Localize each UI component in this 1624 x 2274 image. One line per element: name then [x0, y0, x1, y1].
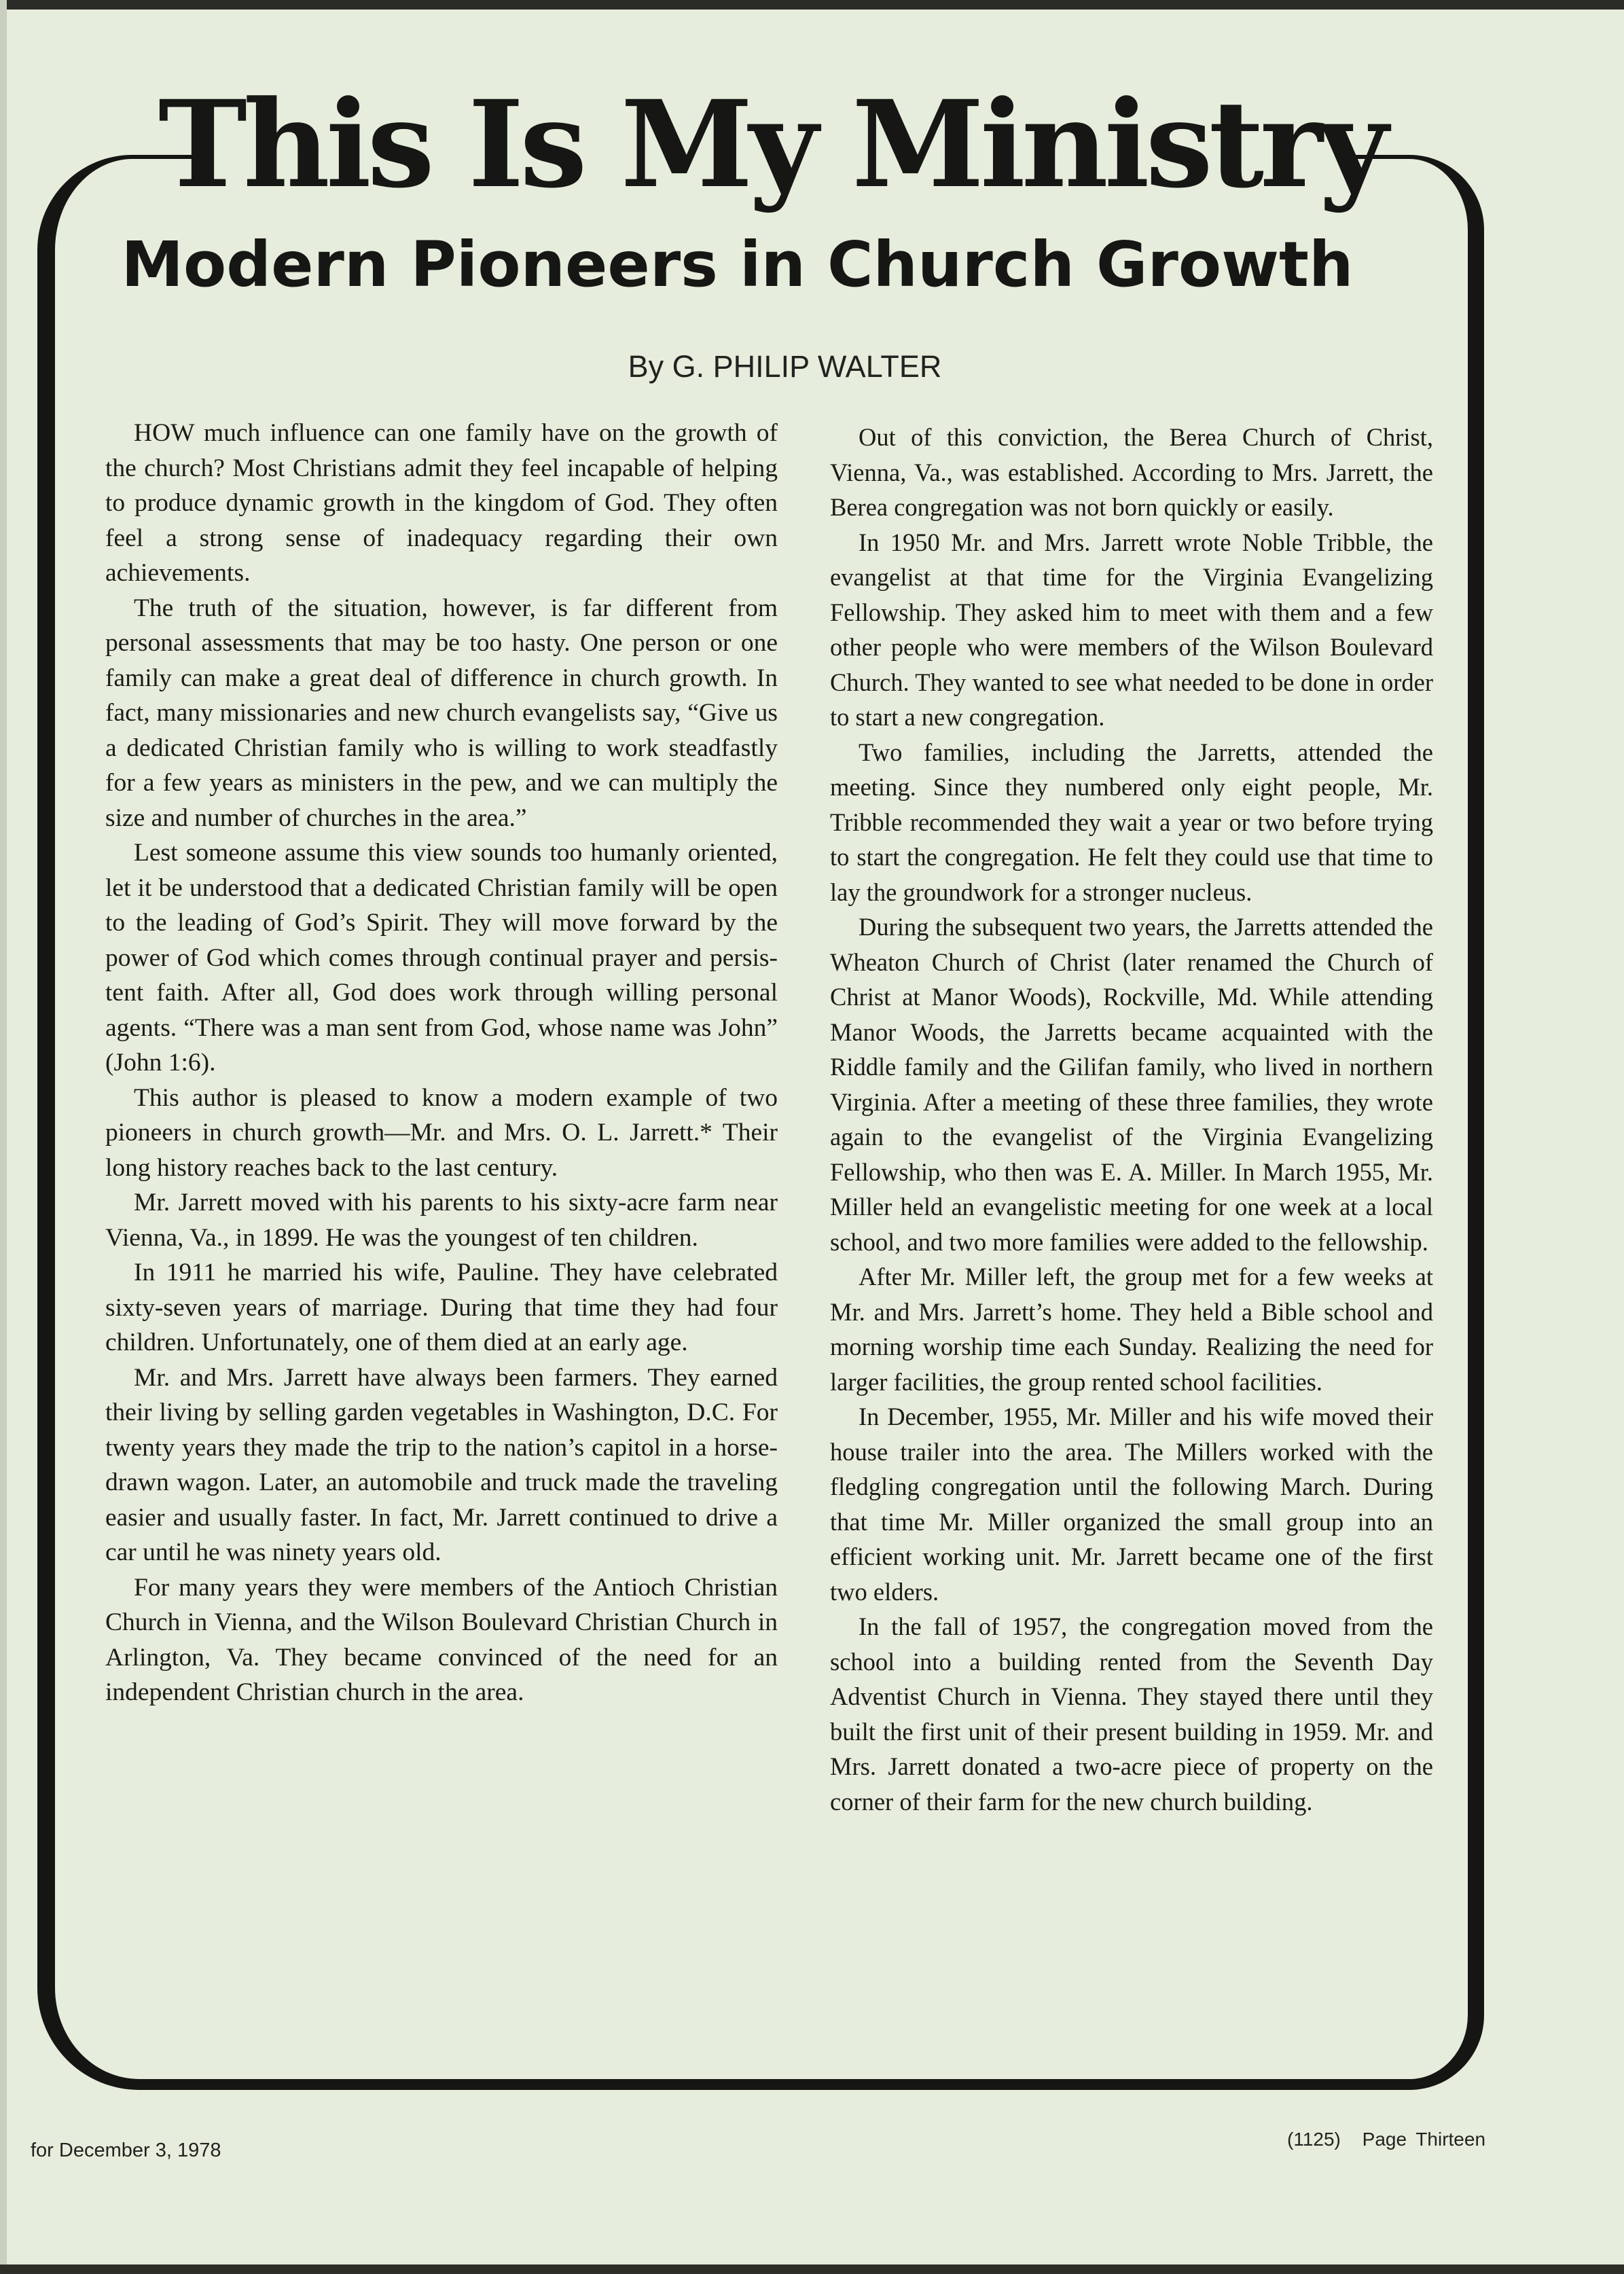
- paragraph: In the fall of 1957, the congregation moved from the school into a building rented from the Seventh Day Adventist Church in Vienna. They stayed there until they built the first unit of their present building in 1959. Mr. and Mrs. Jarrett donated a two-acre piece of property on the corner of their farm for the new church building.: [830, 1612, 1433, 1816]
- issue-number: (1125): [1287, 2129, 1341, 2150]
- paragraph: After Mr. Miller left, the group met for a few weeks at Mr. and Mrs. Jarrett’s home. They held a Bible school and morning worship time each Sunday. Realizing the need for larger facilities, the group rented school facilities.: [830, 1263, 1433, 1396]
- paragraph: HOW much influence can one family have on the growth of the church? Most Christians admit they feel incapable of helping to produce dynamic growth in the kingdom of God. They often feel a strong sense of inadequacy regarding their own achievements.: [105, 419, 778, 587]
- paragraph: Two families, including the Jarretts, attended the meeting. Since they numbered only eight people, Mr. Tribble recommended they wait a year or two before trying to start the congregation. He felt they could use that time to lay the groundwork for a stronger nucleus.: [830, 738, 1433, 906]
- paragraph: During the subsequent two years, the Jarretts attended the Wheaton Church of Christ (later renamed the Church of Christ at Manor Woods), Rockville, Md. While attending Manor Woods, the Jarretts became acquainted with the Riddle family and the Gilifan family, who lived in northern Virginia. After a meeting of these three families, they wrote again to the evangelist of the Virginia Evangelizing Fellowship, who then was E. A. Miller. In March 1955, Mr. Miller held an evangelistic meeting for one week at a local school, and two more families were added to the fellowship.: [830, 913, 1433, 1256]
- paragraph: Out of this conviction, the Berea Church of Christ, Vienna, Va., was established. According to Mrs. Jarrett, the Berea congregation was not born quickly or easily.: [830, 423, 1433, 521]
- author-byline: By G. PHILIP WALTER: [628, 349, 942, 384]
- issue-date: for December 3, 1978: [31, 2140, 221, 2161]
- paragraph: For many years they were members of the Antioch Christian Church in Vienna, and the Wilson Boulevard Christian Church in Arlington, Va. They became convinced of the need for an independent Christian church in the area.: [105, 1573, 778, 1706]
- page-subtitle: Modern Pioneers in Church Growth: [121, 228, 1354, 301]
- paragraph: Mr. and Mrs. Jarrett have always been farmers. They earned their living by selling garden vegetables in Washington, D.C. For twenty years they made the trip to the nation’s capitol in a horse-drawn wagon. Later, an automobile and truck made the traveling easier and usually faster. In fact, Mr. Jarrett continued to drive a car until he was ninety years old.: [105, 1363, 778, 1566]
- page-number-footer: [1287, 2129, 1485, 2150]
- paragraph: This author is pleased to know a modern example of two pioneers in church growth—Mr. and Mrs. O. L. Jarrett.* Their long history reaches back to the last century.: [105, 1083, 778, 1182]
- paragraph: Lest someone assume this view sounds too humanly oriented, let it be understood that a dedicated Christian family will be open to the leading of God’s Spirit. They will move forward by the power of God which comes through continual prayer and persistent faith. After all, God does work through willing personal agents. “There was a man sent from God, whose name was John” (John 1:6).: [105, 839, 778, 1077]
- paragraph: Mr. Jarrett moved with his parents to his sixty-acre farm near Vienna, Va., in 1899. He was the youngest of ten children.: [105, 1189, 778, 1252]
- page-bottom-edge: [0, 2264, 1624, 2274]
- paragraph: In December, 1955, Mr. Miller and his wife moved their house trailer into the area. The Millers worked with the fledgling congregation until the following March. During that time Mr. Miller organized the small group into an efficient working unit. Mr. Jarrett became one of the first two elders.: [830, 1403, 1433, 1606]
- right-column: [830, 420, 1433, 1819]
- paragraph: In 1950 Mr. and Mrs. Jarrett wrote Noble Tribble, the evangelist at that time for the Virginia Evangelizing Fellowship. They asked him to meet with them and a few other people who were members of the Wilson Boulevard Church. They wanted to see what needed to be done in order to start a new congregation.: [830, 528, 1433, 731]
- page-label: Page Thirteen: [1362, 2129, 1486, 2150]
- paragraph: In 1911 he married his wife, Pauline. They have celebrated sixty-seven years of marriage. During that time they had four children. Unfortunately, one of them died at an early age.: [105, 1259, 778, 1356]
- left-column: [105, 416, 778, 1710]
- page-left-edge: [0, 0, 7, 2274]
- page-title: This Is My Ministry: [158, 74, 1385, 215]
- paragraph: The truth of the situation, however, is far different from personal assessments that may be too hasty. One person or one family can make a great deal of difference in church growth. In fact, many missionaries and new church evangelists say, “Give us a dedicated Christian family who is willing to work steadfastly for a few years as ministers in the pew, and we can multiply the size and number of churches in the area.”: [105, 594, 778, 832]
- page-top-edge: [0, 0, 1624, 10]
